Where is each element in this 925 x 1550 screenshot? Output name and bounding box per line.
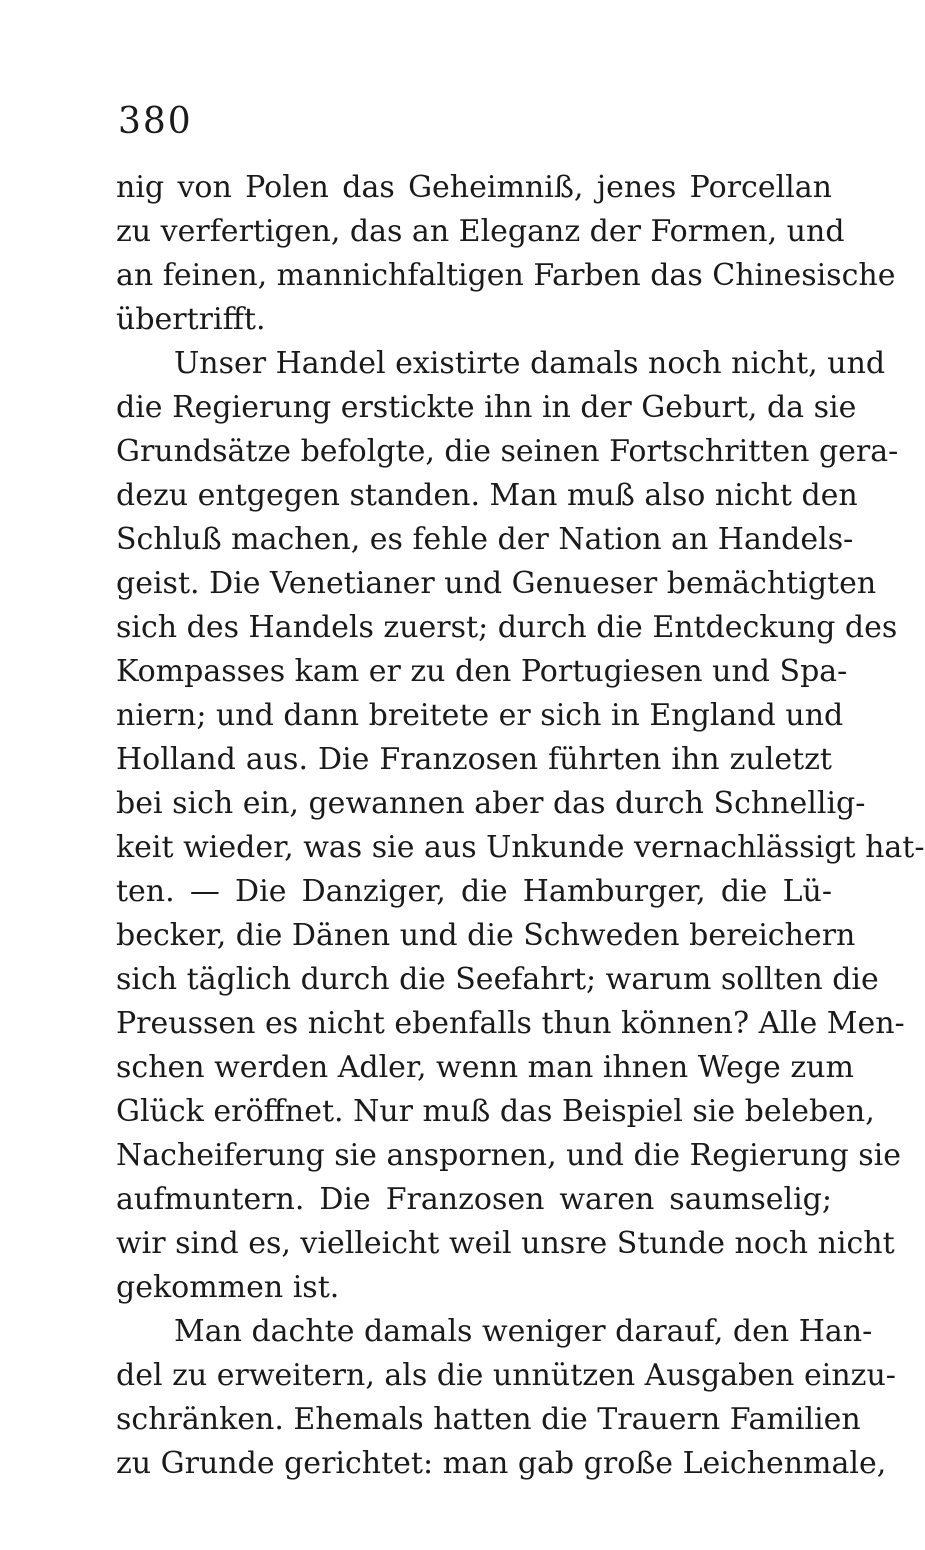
text-line: schränken. Ehemals hatten die Trauern Familien xyxy=(116,1402,861,1437)
paragraph-first-line: Man dachte damals weniger darauf, den Han- xyxy=(174,1314,873,1349)
text-line: Preussen es nicht ebenfalls thun können? Alle Men- xyxy=(116,1006,905,1041)
text-line: Holland aus. Die Franzosen führten ihn zuletzt xyxy=(116,742,832,777)
text-line: dezu entgegen standen. Man muß also nicht den xyxy=(116,478,858,513)
text-line: becker, die Dänen und die Schweden bereichern xyxy=(116,918,856,953)
text-line: ten. — Die Danziger, die Hamburger, die Lü- xyxy=(116,874,832,909)
text-line: schen werden Adler, wenn man ihnen Wege zum xyxy=(116,1050,854,1085)
text-line: aufmuntern. Die Franzosen waren saumselig; xyxy=(116,1182,832,1217)
text-line: Glück eröffnet. Nur muß das Beispiel sie beleben, xyxy=(116,1094,875,1129)
text-line: Nacheiferung sie anspornen, und die Regierung sie xyxy=(116,1138,901,1173)
page-number: 380 xyxy=(118,101,193,142)
text-line: keit wieder, was sie aus Unkunde vernachlässigt hat- xyxy=(116,830,925,865)
text-line: gekommen ist. xyxy=(116,1270,340,1305)
text-line: an feinen, mannichfaltigen Farben das Chinesische xyxy=(116,258,896,293)
text-line: sich täglich durch die Seefahrt; warum sollten die xyxy=(116,962,879,997)
text-line: die Regierung erstickte ihn in der Geburt, da sie xyxy=(116,390,857,425)
text-line: bei sich ein, gewannen aber das durch Schnellig- xyxy=(116,786,866,821)
text-line: sich des Handels zuerst; durch die Entdeckung des xyxy=(116,610,898,645)
text-line: nig von Polen das Geheimniß, jenes Porcellan xyxy=(116,170,832,205)
text-line: übertrifft. xyxy=(116,302,266,337)
text-line: geist. Die Venetianer und Genueser bemächtigten xyxy=(116,566,877,601)
text-line: Grundsätze befolgte, die seinen Fortschritten gera- xyxy=(116,434,899,469)
text-line: wir sind es, vielleicht weil unsre Stunde noch nicht xyxy=(116,1226,895,1261)
text-line: Schluß machen, es fehle der Nation an Handels- xyxy=(116,522,854,557)
text-line: zu verfertigen, das an Eleganz der Formen, und xyxy=(116,214,845,249)
text-line: niern; und dann breitete er sich in England und xyxy=(116,698,844,733)
paragraph-first-line: Unser Handel existirte damals noch nicht, und xyxy=(174,346,886,381)
text-line: zu Grunde gerichtet: man gab große Leichenmale, xyxy=(116,1446,887,1481)
body-text xyxy=(116,166,925,1486)
text-line: del zu erweitern, als die unnützen Ausgaben einzu- xyxy=(116,1358,896,1393)
text-line: Kompasses kam er zu den Portugiesen und Spa- xyxy=(116,654,848,689)
